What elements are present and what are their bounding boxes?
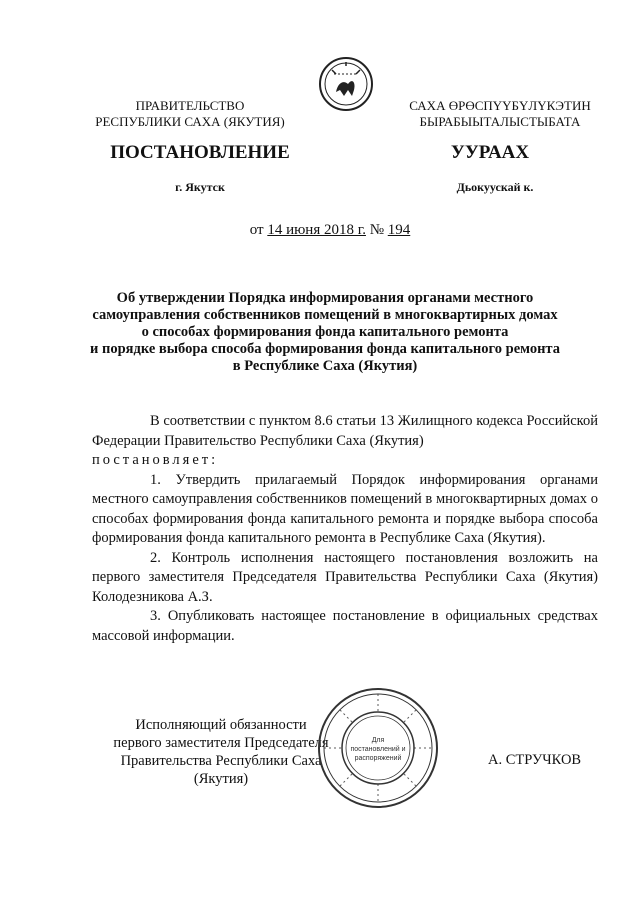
body-item-2: 2. Контроль исполнения настоящего постановления возложить на первого заместителя Председателя Правительства Республики Саха (Якутия) Колодезникова А.З. <box>92 549 598 605</box>
header-right-line2: БЫРАБЫЫТАЛЫСТЫБАТА <box>419 114 581 129</box>
header-left-line2: РЕСПУБЛИКИ САХА (ЯКУТИЯ) <box>95 114 285 129</box>
document-date: 14 июня 2018 г. <box>267 222 366 238</box>
subject-line: о способах формирования фонда капитального ремонта <box>141 324 509 340</box>
decree-word-paragraph <box>92 451 598 471</box>
signatory-line3: Правительства Республики Саха (Якутия) <box>120 753 322 787</box>
subject-line: в Республике Саха (Якутия) <box>232 358 418 374</box>
header-right-line1: САХА ӨРӨСПҮҮБҮЛҮКЭТИН <box>409 98 591 113</box>
subject-line: самоуправления собственников помещений в многоквартирных домах <box>92 307 558 323</box>
signatory-line1: Исполняющий обязанности <box>135 717 307 733</box>
body-intro: В соответствии с пунктом 8.6 статьи 13 Жилищного кодекса Российской Федерации Правительство Республики Саха (Якутия) <box>92 413 598 449</box>
date-number-line <box>200 222 460 239</box>
signatory-line2: первого заместителя Председателя <box>113 735 329 751</box>
stamp-text-3: распоряжений <box>354 755 402 762</box>
document-body <box>92 412 598 646</box>
stamp-text-1: Для <box>371 737 385 744</box>
city-sakha: Дьокуускай к. <box>456 180 534 194</box>
document-subject <box>90 290 560 375</box>
body-item-1: 1. Утвердить прилагаемый Порядок информирования органами местного самоуправления собственников помещений в многоквартирных домах о способах формирования фонда капитального ремонта и порядке выбора способа формирования фонда капитального ремонта в Республике Саха (Якутия). <box>92 471 598 546</box>
subject-line: Об утверждении Порядка информирования органами местного <box>116 290 534 306</box>
number-sign: № <box>369 222 385 238</box>
coat-of-arms-emblem <box>318 56 374 112</box>
stamp-text-2: постановлений и <box>350 746 406 753</box>
official-stamp <box>316 686 440 810</box>
date-prefix: от <box>249 222 264 238</box>
city-ru: г. Якутск <box>175 180 225 194</box>
header-left-line1: ПРАВИТЕЛЬСТВО <box>135 98 245 113</box>
document-type-ru: ПОСТАНОВЛЕНИЕ <box>110 142 290 163</box>
header-government-ru <box>80 98 300 130</box>
decree-word: постановляет: <box>92 452 219 468</box>
subject-line: и порядке выбора способа формирования фонда капитального ремонта <box>90 341 560 357</box>
document-number: 194 <box>387 222 411 238</box>
header-government-sakha <box>390 98 610 130</box>
signatory-position <box>96 716 346 788</box>
document-type-sakha: УУРААХ <box>450 142 530 163</box>
body-item-3: 3. Опубликовать настоящее постановление в официальных средствах массовой информации. <box>92 608 598 644</box>
signatory-name: А. СТРУЧКОВ <box>488 752 582 768</box>
